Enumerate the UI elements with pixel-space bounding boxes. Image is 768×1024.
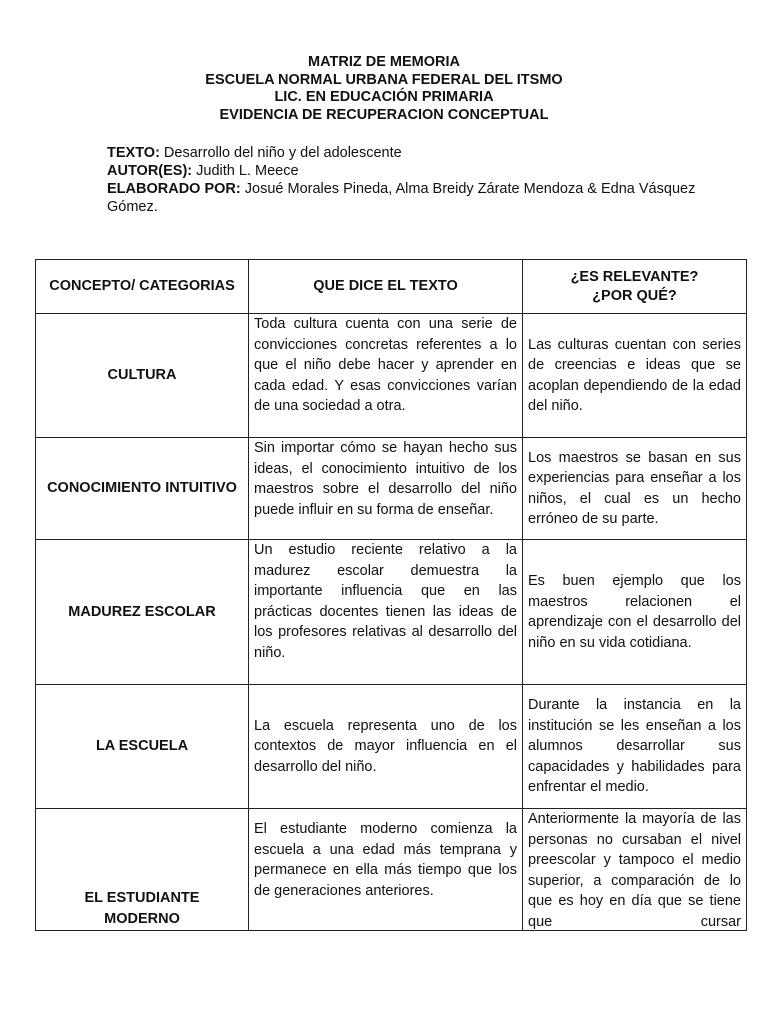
concept-line1: EL ESTUDIANTE bbox=[84, 890, 200, 906]
table-row bbox=[36, 438, 747, 540]
relevance-cell: Los maestros se basan en sus experiencias para enseñar a los niños, el cual es un hecho erróneo de su parte. bbox=[523, 438, 747, 540]
relevance-cell: Las culturas cuentan con series de creencias e ideas que se acoplan dependiendo de la edad del niño. bbox=[523, 314, 747, 438]
meta-elaborado-label: ELABORADO POR: bbox=[107, 181, 241, 197]
header-concept: CONCEPTO/ CATEGORIAS bbox=[36, 260, 249, 314]
table-row bbox=[36, 685, 747, 809]
concept-line2: MODERNO bbox=[104, 910, 180, 927]
relevance-text: Anteriormente la mayoría de las personas no cursaban el nivel preescolar y tampoco el medio superior, a comparación de lo que es hoy en día que se tiene que cursar bbox=[528, 811, 741, 929]
meta-texto-value: Desarrollo del niño y del adolescente bbox=[159, 145, 402, 161]
relevance-cell: Es buen ejemplo que los maestros relacionen el aprendizaje con el desarrollo del niño en su vida cotidiana. bbox=[523, 540, 747, 685]
header-text: QUE DICE EL TEXTO bbox=[249, 260, 523, 314]
text-cell: Un estudio reciente relativo a la madurez escolar demuestra la importante influencia que en las prácticas docentes tienen las ideas de los profesores relativas al desarrollo del niño. bbox=[249, 540, 523, 685]
header-degree: LIC. EN EDUCACIÓN PRIMARIA bbox=[274, 89, 494, 105]
memory-matrix-table bbox=[35, 259, 747, 931]
meta-texto bbox=[107, 144, 707, 162]
text-cell: Sin importar cómo se hayan hecho sus ideas, el conocimiento intuitivo de los maestros sobre el desarrollo del niño puede influir en su forma de enseñar. bbox=[249, 438, 523, 540]
meta-autor-label: AUTOR(ES): bbox=[107, 163, 193, 179]
table-row bbox=[36, 314, 747, 438]
text-cell: La escuela representa uno de los contextos de mayor influencia en el desarrollo del niño. bbox=[249, 685, 523, 809]
header-subtitle: EVIDENCIA DE RECUPERACION CONCEPTUAL bbox=[219, 106, 549, 123]
header-relevance-line1: ¿ES RELEVANTE? bbox=[570, 268, 699, 285]
header-relevance-line2: ¿POR QUÉ? bbox=[592, 287, 677, 304]
concept-cell: CONOCIMIENTO INTUITIVO bbox=[36, 438, 249, 540]
meta-autor bbox=[107, 162, 707, 180]
meta-elaborado bbox=[107, 180, 707, 216]
text-cell: Toda cultura cuenta con una serie de convicciones concretas referentes a lo que el niño debe hacer y aprender en cada edad. Y esas convicciones varían de una sociedad a otra. bbox=[249, 314, 523, 438]
relevance-cell: Durante la instancia en la institución se les enseñan a los alumnos desarrollar sus capacidades y habilidades para enfrentar el medio. bbox=[523, 685, 747, 809]
concept-cell: CULTURA bbox=[36, 314, 249, 438]
concept-cell: MADUREZ ESCOLAR bbox=[36, 540, 249, 685]
concept-cell bbox=[36, 809, 249, 931]
meta-autor-value: Judith L. Meece bbox=[192, 163, 299, 179]
meta-texto-label: TEXTO: bbox=[107, 145, 160, 161]
table-header-row bbox=[36, 260, 747, 314]
document-meta bbox=[107, 144, 707, 216]
text-cell: El estudiante moderno comienza la escuela a una edad más temprana y permanece en ella más tiempo que los de generaciones anteriores. bbox=[249, 809, 523, 931]
meta-elaborado-value: Josué Morales Pineda, Alma Breidy Zárate Mendoza & Edna Vásquez Gómez. bbox=[107, 181, 696, 215]
table-row bbox=[36, 809, 747, 931]
header-relevance bbox=[523, 260, 747, 314]
table-row bbox=[36, 540, 747, 685]
concept-cell: LA ESCUELA bbox=[36, 685, 249, 809]
header-title: MATRIZ DE MEMORIA bbox=[308, 54, 460, 70]
relevance-cell bbox=[523, 809, 747, 931]
header-school: ESCUELA NORMAL URBANA FEDERAL DEL ITSMO bbox=[205, 71, 563, 88]
document-header bbox=[0, 54, 768, 124]
